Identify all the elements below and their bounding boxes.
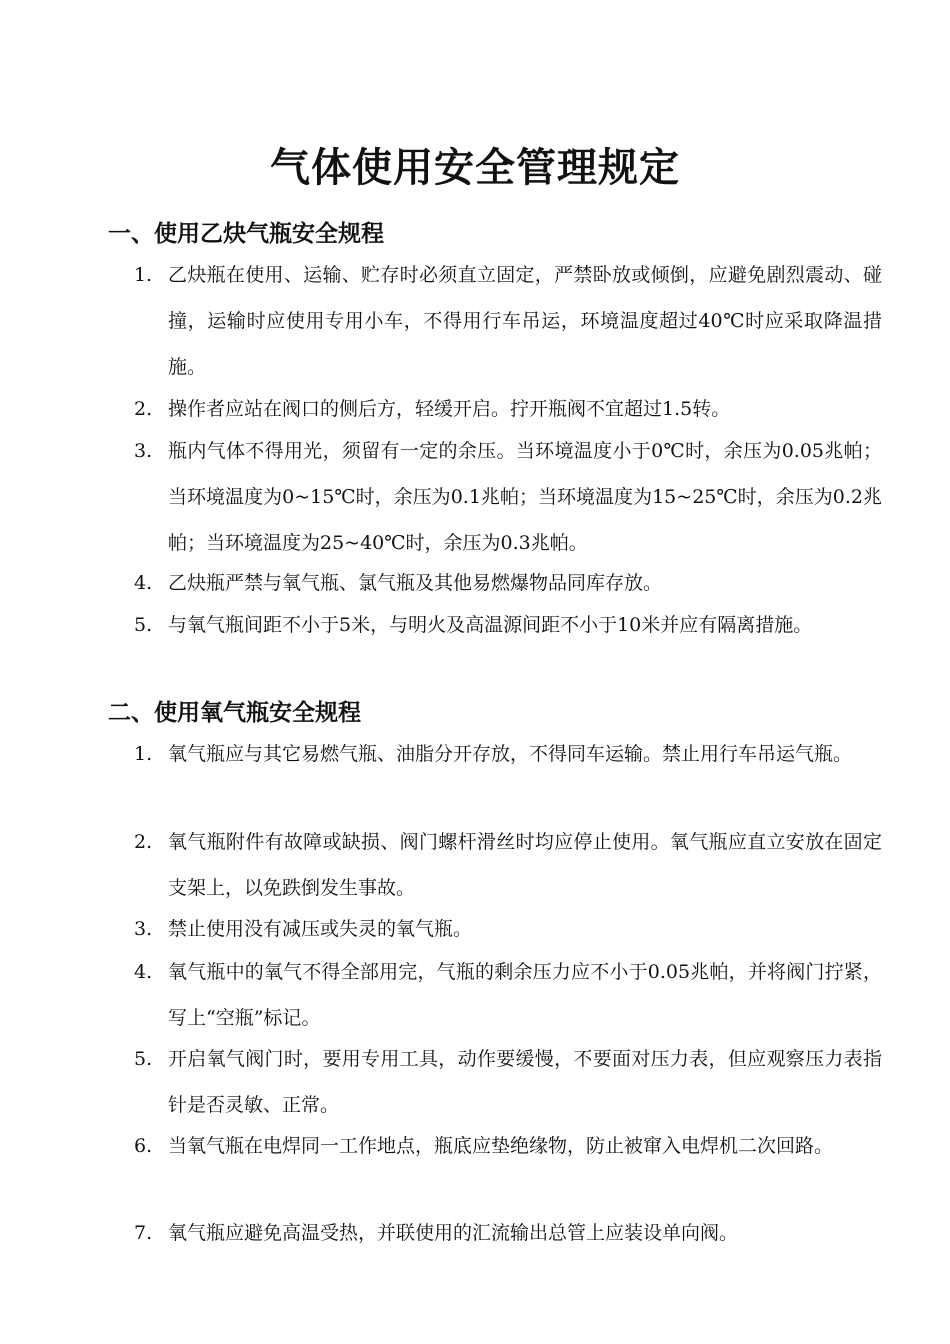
item-text: 禁止使用没有减压或失灵的氧气瓶。 [168, 918, 473, 940]
list-item [134, 1210, 882, 1256]
item-text: 乙炔瓶严禁与氧气瓶、氯气瓶及其他易燃爆物品同库存放。 [168, 572, 663, 594]
list-item [134, 1123, 882, 1169]
document-title: 气体使用安全管理规定 [270, 145, 680, 191]
item-number: 3. [134, 440, 153, 462]
list-item [134, 731, 882, 777]
list-item [134, 819, 882, 911]
list-item [134, 949, 882, 1041]
item-text: 操作者应站在阀口的侧后方，轻缓开启。拧开瓶阀不宜超过1.5转。 [168, 398, 731, 420]
item-number: 5. [134, 614, 153, 636]
list-item [134, 1036, 882, 1128]
list-item [134, 560, 882, 606]
section-heading-acetylene: 一、使用乙炔气瓶安全规程 [108, 221, 384, 247]
item-number: 1. [134, 743, 153, 765]
item-number: 3. [134, 918, 153, 940]
item-text: 氧气瓶附件有故障或缺损、阀门螺杆滑丝时均应停止使用。氧气瓶应直立安放在固定支架上，以免跌倒发生事故。 [168, 831, 882, 899]
item-text: 氧气瓶中的氧气不得全部用完，气瓶的剩余压力应不小于0.05兆帕，并将阀门拧紧，写上“空瓶”标记。 [168, 961, 882, 1029]
list-item [134, 428, 882, 566]
list-item [134, 386, 882, 432]
item-number: 2. [134, 398, 153, 420]
item-number: 4. [134, 961, 153, 983]
item-text: 开启氧气阀门时，要用专用工具，动作要缓慢，不要面对压力表，但应观察压力表指针是否灵敏、正常。 [168, 1048, 882, 1116]
item-text: 乙炔瓶在使用、运输、贮存时必须直立固定，严禁卧放或倾倒，应避免剧烈震动、碰撞，运输时应使用专用小车，不得用行车吊运，环境温度超过40℃时应采取降温措施。 [168, 264, 882, 378]
section-heading-oxygen: 二、使用氧气瓶安全规程 [108, 700, 361, 726]
item-text: 氧气瓶应避免高温受热，并联使用的汇流输出总管上应装设单向阀。 [168, 1222, 739, 1244]
item-text: 当氧气瓶在电焊同一工作地点，瓶底应垫绝缘物，防止被窜入电焊机二次回路。 [168, 1135, 834, 1157]
item-text: 氧气瓶应与其它易燃气瓶、油脂分开存放，不得同车运输。禁止用行车吊运气瓶。 [168, 743, 853, 765]
item-number: 2. [134, 831, 153, 853]
item-number: 4. [134, 572, 153, 594]
list-item [134, 602, 882, 648]
item-number: 6. [134, 1135, 153, 1157]
item-number: 5. [134, 1048, 153, 1070]
list-item [134, 906, 882, 952]
item-number: 1. [134, 264, 153, 286]
item-text: 瓶内气体不得用光，须留有一定的余压。当环境温度小于0℃时，余压为0.05兆帕；当环境温度为0~15℃时，余压为0.1兆帕；当环境温度为15~25℃时，余压为0.2兆帕；当环境温度为25~40℃时，余压为0.3兆帕。 [168, 440, 882, 554]
list-item [134, 252, 882, 390]
item-number: 7. [134, 1222, 153, 1244]
item-text: 与氧气瓶间距不小于5米，与明火及高温源间距不小于10米并应有隔离措施。 [168, 614, 813, 636]
